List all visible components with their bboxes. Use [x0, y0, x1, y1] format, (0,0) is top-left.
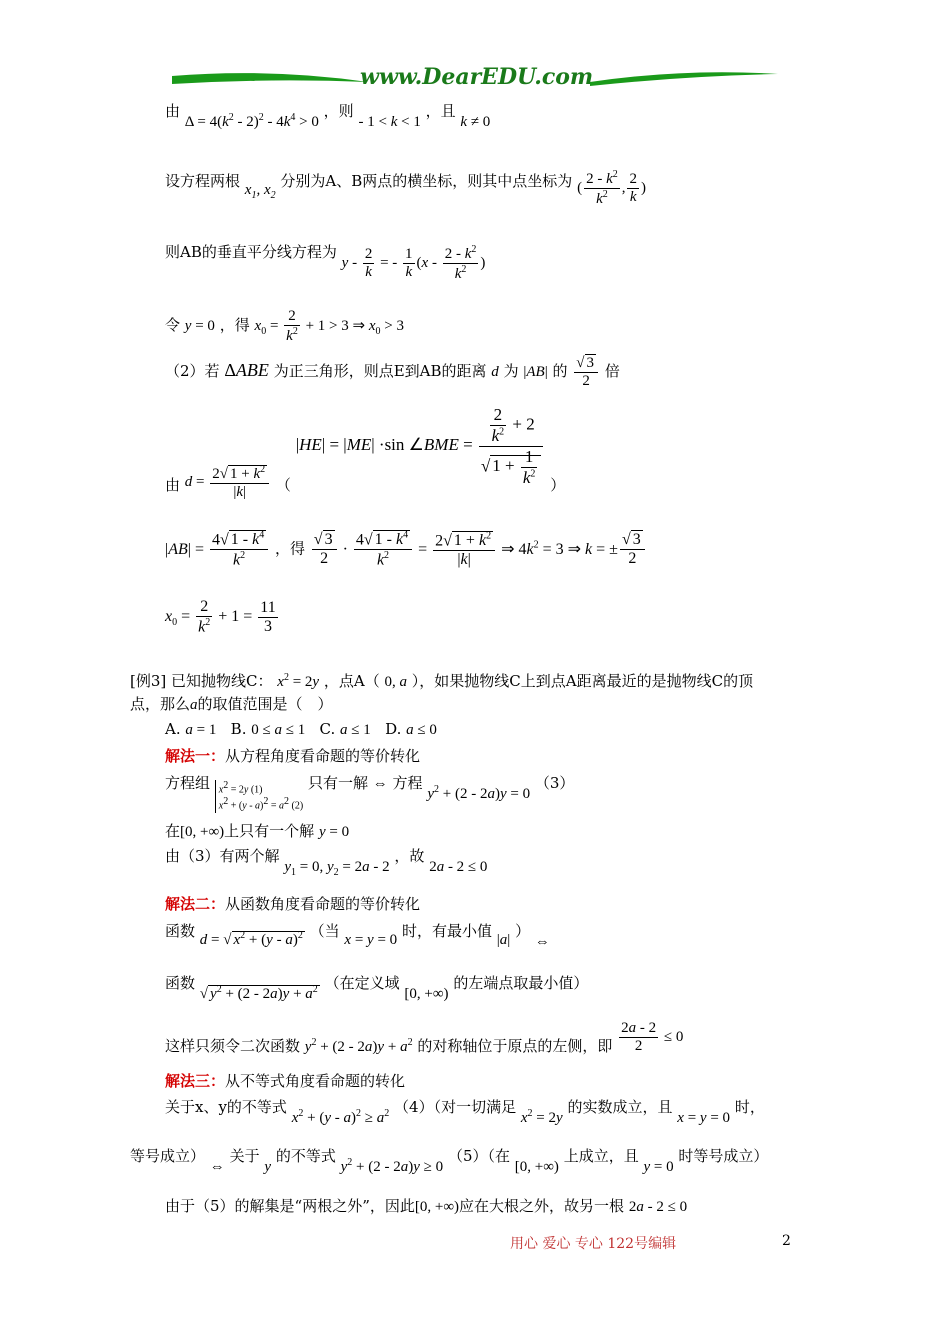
formula: $\frac{√ 3}{2}$ [572, 364, 600, 380]
formula: ΔABE [224, 359, 269, 380]
formula: d = $\frac{2√ 1 + k^2}{|k|}$ [185, 474, 271, 490]
solution-2-line-2: 函数 √ $y^2 + (2 - 2a)y + a^2$ （在定义域 [0, +∞) 的左端点取最小值） [165, 974, 589, 1002]
formula: d [491, 363, 499, 380]
formula: $x_0$ = $\frac{2}{k^2}$ + 1 = $\frac{11}{3}$ [165, 598, 276, 636]
solution-2-line-1: 函数 d = √ $x^2 + (y - a)^2$ （当 x = y = 0 时，有最小值 |a| ） ⇔ [165, 922, 550, 950]
formula: ( $\frac{2 - k^2}{k^2}$ , $\frac{2}{k}$ ) [577, 169, 646, 207]
footer-text: 用心 爱心 专心 122号编辑 [510, 1236, 677, 1252]
formula: y = 0 [184, 317, 215, 334]
line-7: |AB| = $\frac{4√ 1 - k^4}{k^2}$ ，得 $\frac{√ 3}{2}$ · $\frac{4√ 1 - k^4}{k^2}$ = $\frac{2√ 1 + k^2}{|k|}$ ⇒ $4k^2 = 3$ ⇒ k = ± $\frac{√ 3}{2}$ [165, 530, 647, 570]
line-6: 由 d = $\frac{2√ 1 + k^2}{|k|}$ （ |HE| = |ME| ·sin ∠BME = $\frac{2}{k^2}$ + 2 √ 1 + $\frac{1}{k^2}$ ） [165, 405, 566, 501]
line-5: （2）若 ΔABE 为正三角形，则点E到AB的距离 d 为 |AB| 的 $\frac{√ 3}{2}$ 倍 [165, 355, 620, 389]
example-3-line-2: 点，那么a的取值范围是（ ） [130, 695, 333, 713]
solution-1-line-1: 方程组 x2 = 2y (1) x2 + (y - a)2 = a2 (2) 只有一解 ⇔ 方程 $y^2 + (2 - 2a)y = 0$ （3） [165, 774, 575, 812]
line-3: 则AB的垂直平分线方程为 y - $\frac{2}{k}$ = - $\frac{1}{k}$ (x - $\frac{2 - k^2}{k^2}$ ) [165, 242, 486, 282]
formula: $x^2 + (y - a)^2 \ge a^2$ [291, 1108, 390, 1126]
solution-3-line-3: 由于（5）的解集是“两根之外”，因此[0, +∞)应在大根之外，故另一根 2a - 2 ≤ 0 [165, 1197, 688, 1215]
solution-3-heading: 解法三：从不等式角度看命题的转化 [165, 1072, 406, 1090]
swoosh-right-icon [590, 66, 780, 96]
formula: x2 = 2y (1) x2 + (y - a)2 = a2 (2) [215, 780, 303, 813]
line-2: 设方程两根 $x_1$, $x_2$ 分别为A、B两点的横坐标，则其中点坐标为 ( $\frac{2 - k^2}{k^2}$ , $\frac{2}{k}$ ) [165, 169, 646, 207]
formula: 0, a [384, 674, 407, 690]
example-3-line-1: [例3] 已知抛物线C： $x^2 = 2y$ ，点A（ 0, a ），如果抛物线C上到点A距离最近的是抛物线C的顶 [130, 672, 754, 690]
formula: y - $\frac{2}{k}$ = - $\frac{1}{k}$ (x - $\frac{2 - k^2}{k^2}$ ) [341, 244, 486, 282]
formula: $y_1 = 0$, $y_2 = 2a - 2$ [284, 859, 390, 878]
line-8 [165, 598, 280, 636]
formula: $\frac{2a - 2}{2}$ ≤ 0 [621, 1020, 684, 1054]
formula: 2a - 2 ≤ 0 [429, 859, 488, 875]
formula: 2a - 2 ≤ 0 [628, 1199, 688, 1215]
solution-1-line-3: 由（3）有两个解 $y_1 = 0$, $y_2 = 2a - 2$ ，故 2a - 2 ≤ 0 [165, 847, 488, 878]
formula: k ≠ 0 [460, 114, 491, 130]
logo-text: www.DearEDU.com [360, 64, 594, 90]
options: A. a = 1 B. 0 ≤ a ≤ 1 C. a ≤ 1 D. a ≤ 0 [165, 720, 437, 738]
formula: √ $y^2 + (2 - 2a)y + a^2$ [199, 984, 318, 1002]
solution-3-line-2: 等号成立） ⇔ 关于 y 的不等式 $y^2 + (2 - 2a)y \ge 0$ （5）（在 [0, +∞) 上成立，且 y = 0 时等号成立） [130, 1147, 769, 1175]
formula: |HE| = |ME| ·sin ∠BME = $\frac{2}{k^2}$ + 2 √ 1 + $\frac{1}{k^2}$ [296, 435, 546, 454]
formula: $\Delta = 4(k^2 - 2)^2 - 4k^4 > 0$ [184, 112, 319, 130]
formula: |AB| [523, 363, 548, 380]
solution-2-heading: 解法二：从函数角度看命题的等价转化 [165, 895, 421, 913]
formula: $y^2 + (2 - 2a)y + a^2$ [304, 1036, 413, 1055]
solution-2-line-3: 这样只须令二次函数 $y^2 + (2 - 2a)y + a^2$ 的对称轴位于原点的左侧，即 $\frac{2a - 2}{2}$ ≤ 0 [165, 1020, 684, 1055]
formula: $y^2 + (2 - 2a)y \ge 0$ [340, 1157, 444, 1175]
formula: d = √ $x^2 + (y - a)^2$ [199, 930, 303, 948]
formula: |AB| = $\frac{4√ 1 - k^4}{k^2}$ [165, 541, 270, 558]
line-1: 由 $\Delta = 4(k^2 - 2)^2 - 4k^4 > 0$ ，则 - 1 < k < 1 ，且 k ≠ 0 [165, 102, 491, 130]
formula: $x^2 = 2y$ [277, 672, 320, 690]
solution-1-line-2: 在[0, +∞)上只有一个解 y = 0 [165, 822, 350, 840]
header-logo [170, 62, 780, 96]
solution-3-line-1: 关于x、y的不等式 $x^2 + (y - a)^2 \ge a^2$ （4）（对一切满足 $x^2 = 2y$ 的实数成立，且 x = y = 0 时， [165, 1098, 765, 1126]
formula: $x_1$, $x_2$ [244, 181, 276, 201]
line-4: 令 y = 0 ，得 $x_0$ = $\frac{2}{k^2}$ + 1 > 3 ⇒ $x_0 > 3$ [165, 308, 404, 344]
formula: $\frac{√ 3}{2}$ · $\frac{4√ 1 - k^4}{k^2}$ = $\frac{2√ 1 + k^2}{|k|}$ ⇒ $4k^2 = 3$ ⇒ k = ± $\frac{√ 3}{2}$ [310, 541, 647, 558]
formula: - 1 < k < 1 [358, 114, 421, 130]
formula: $y^2 + (2 - 2a)y = 0$ [427, 784, 531, 802]
solution-1-heading: 解法一：从方程角度看命题的等价转化 [165, 747, 421, 765]
formula: $x_0$ = $\frac{2}{k^2}$ + 1 > 3 ⇒ $x_0 > 3$ [254, 308, 404, 344]
page-number: 2 [782, 1233, 791, 1249]
swoosh-left-icon [170, 66, 370, 96]
